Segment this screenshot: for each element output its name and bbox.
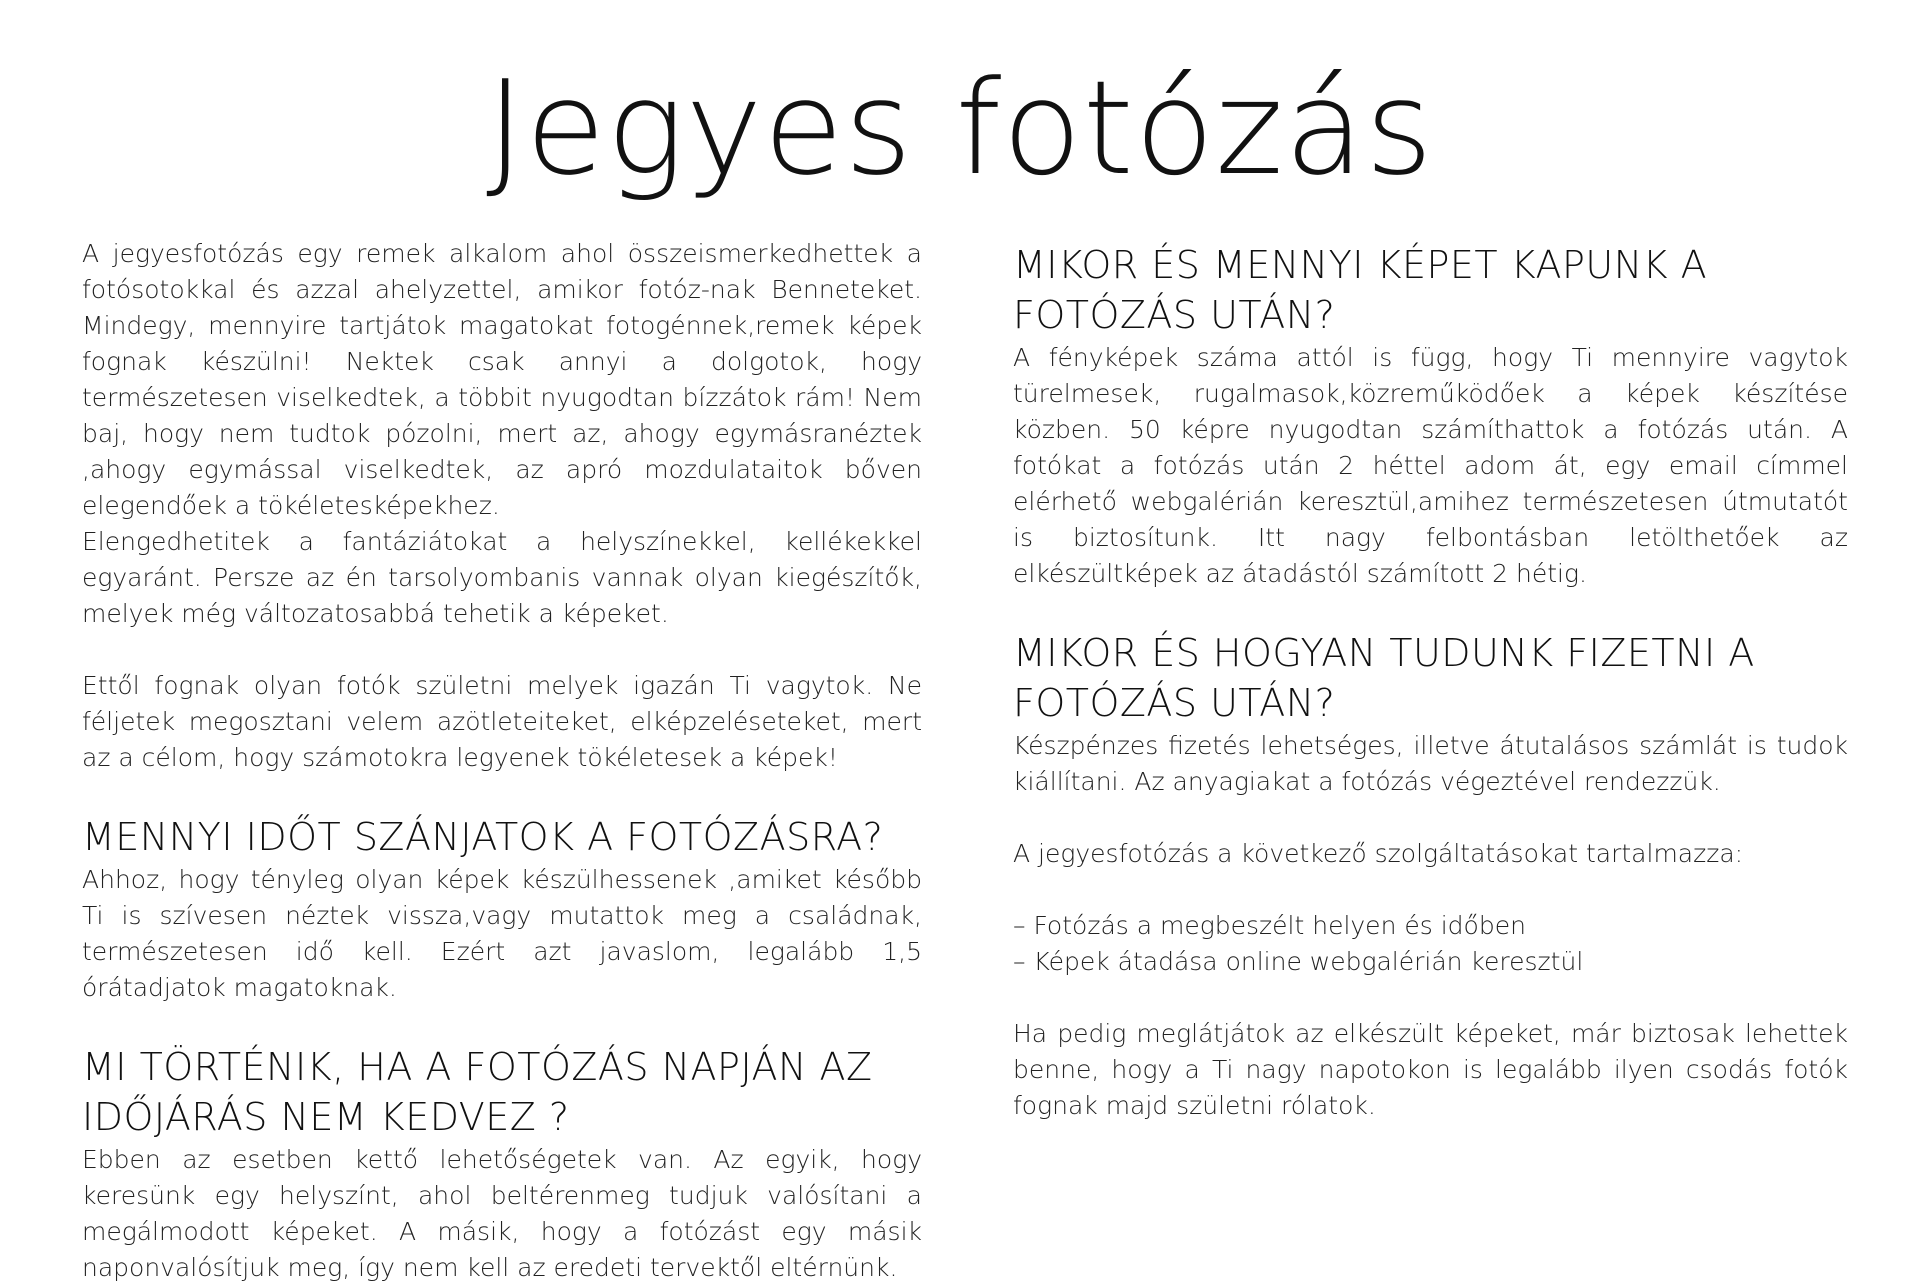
right-column <box>1013 240 1848 1124</box>
section-heading-payment: MIKOR ÉS HOGYAN TUDUNK FIZETNI A FOTÓZÁS UTÁN? <box>1013 631 1755 725</box>
section-heading-weather: MI TÖRTÉNIK, HA A FOTÓZÁS NAPJÁN AZ IDŐJÁRÁS NEM KEDVEZ ? <box>82 1045 873 1139</box>
service-item: – Fotózás a megbeszélt helyen és időben <box>1013 911 1526 940</box>
left-column <box>82 236 922 1286</box>
section-text-duration: Ahhoz, hogy tényleg olyan képek készülhessenek ,amiket később Ti is szívesen néztek vissza,vagy mutattok meg a családnak, természetesen idő kell. Ezért azt javaslom, legalább 1,5 órátadjatok magatoknak. <box>82 865 922 1002</box>
intro-paragraph-2: Elengedhetitek a fantáziátokat a helyszínekkel, kellékekkel egyaránt. Persze az én tarsolyombanis vannak olyan kiegészítők, melyek még változatosabbá tehetik a képeket. <box>82 527 922 628</box>
intro-paragraph-1: A jegyesfotózás egy remek alkalom ahol összeismerkedhettek a fotósotokkal és azzal ahelyzettel, amikor fotóz-nak Benneteket. Mindegy, mennyire tartjátok magatokat fotogénnek,remek képek fognak készülni! Nektek csak annyi a dolgotok, hogy természetesen viselkedtek, a többit nyugodtan bízzátok rám! Nem baj, hogy nem tudtok pózolni, mert az, ahogy egymásranéztek ,ahogy egymással viselkedtek, az apró mozdulataitok bőven elegendőek a tökéletesképekhez. <box>82 239 922 520</box>
services-intro: A jegyesfotózás a következő szolgáltatásokat tartalmazza: <box>1013 839 1744 868</box>
section-heading-duration: MENNYI IDŐT SZÁNJATOK A FOTÓZÁSRA? <box>82 815 884 859</box>
closing-paragraph: Ha pedig meglátjátok az elkészült képeket, már biztosak lehettek benne, hogy a Ti nagy napotokon is legalább ilyen csodás fotók fognak majd születni rólatok. <box>1013 1019 1848 1120</box>
section-text-photos: A fényképek száma attól is függ, hogy Ti mennyire vagytok türelmesek, rugalmasok,közreműködőek a képek készítése közben. 50 képre nyugodtan számíthattok a fotózás után. A fotókat a fotózás után 2 héttel adom át, egy email címmel elérhető webgalérián keresztül,amihez természetesen útmutatót is biztosítunk. Itt nagy felbontásban letölthetőek az elkészültképek az átadástól számított 2 hétig. <box>1013 343 1848 588</box>
page-title: Jegyes fotózás <box>486 52 1434 204</box>
section-text-weather: Ebben az esetben kettő lehetőségetek van. Az egyik, hogy keresünk egy helyszínt, ahol beltérenmeg tudjuk valósítani a megálmodott képeket. A másik, hogy a fotózást egy másik naponvalósítjuk meg, így nem kell az eredeti tervektől eltérnünk. <box>82 1145 922 1282</box>
intro-paragraph-3: Ettől fognak olyan fotók születni melyek igazán Ti vagytok. Ne féljetek megosztani velem azötleteiteket, elképzeléseteket, mert az a célom, hogy számotokra legyenek tökéletesek a képek! <box>82 671 922 772</box>
section-heading-photos: MIKOR ÉS MENNYI KÉPET KAPUNK A FOTÓZÁS UTÁN? <box>1013 243 1708 337</box>
service-item: – Képek átadása online webgalérián keresztül <box>1013 947 1584 976</box>
section-text-payment: Készpénzes fizetés lehetséges, illetve átutalásos számlát is tudok kiállítani. Az anyagiakat a fotózás végeztével rendezzük. <box>1013 731 1848 796</box>
